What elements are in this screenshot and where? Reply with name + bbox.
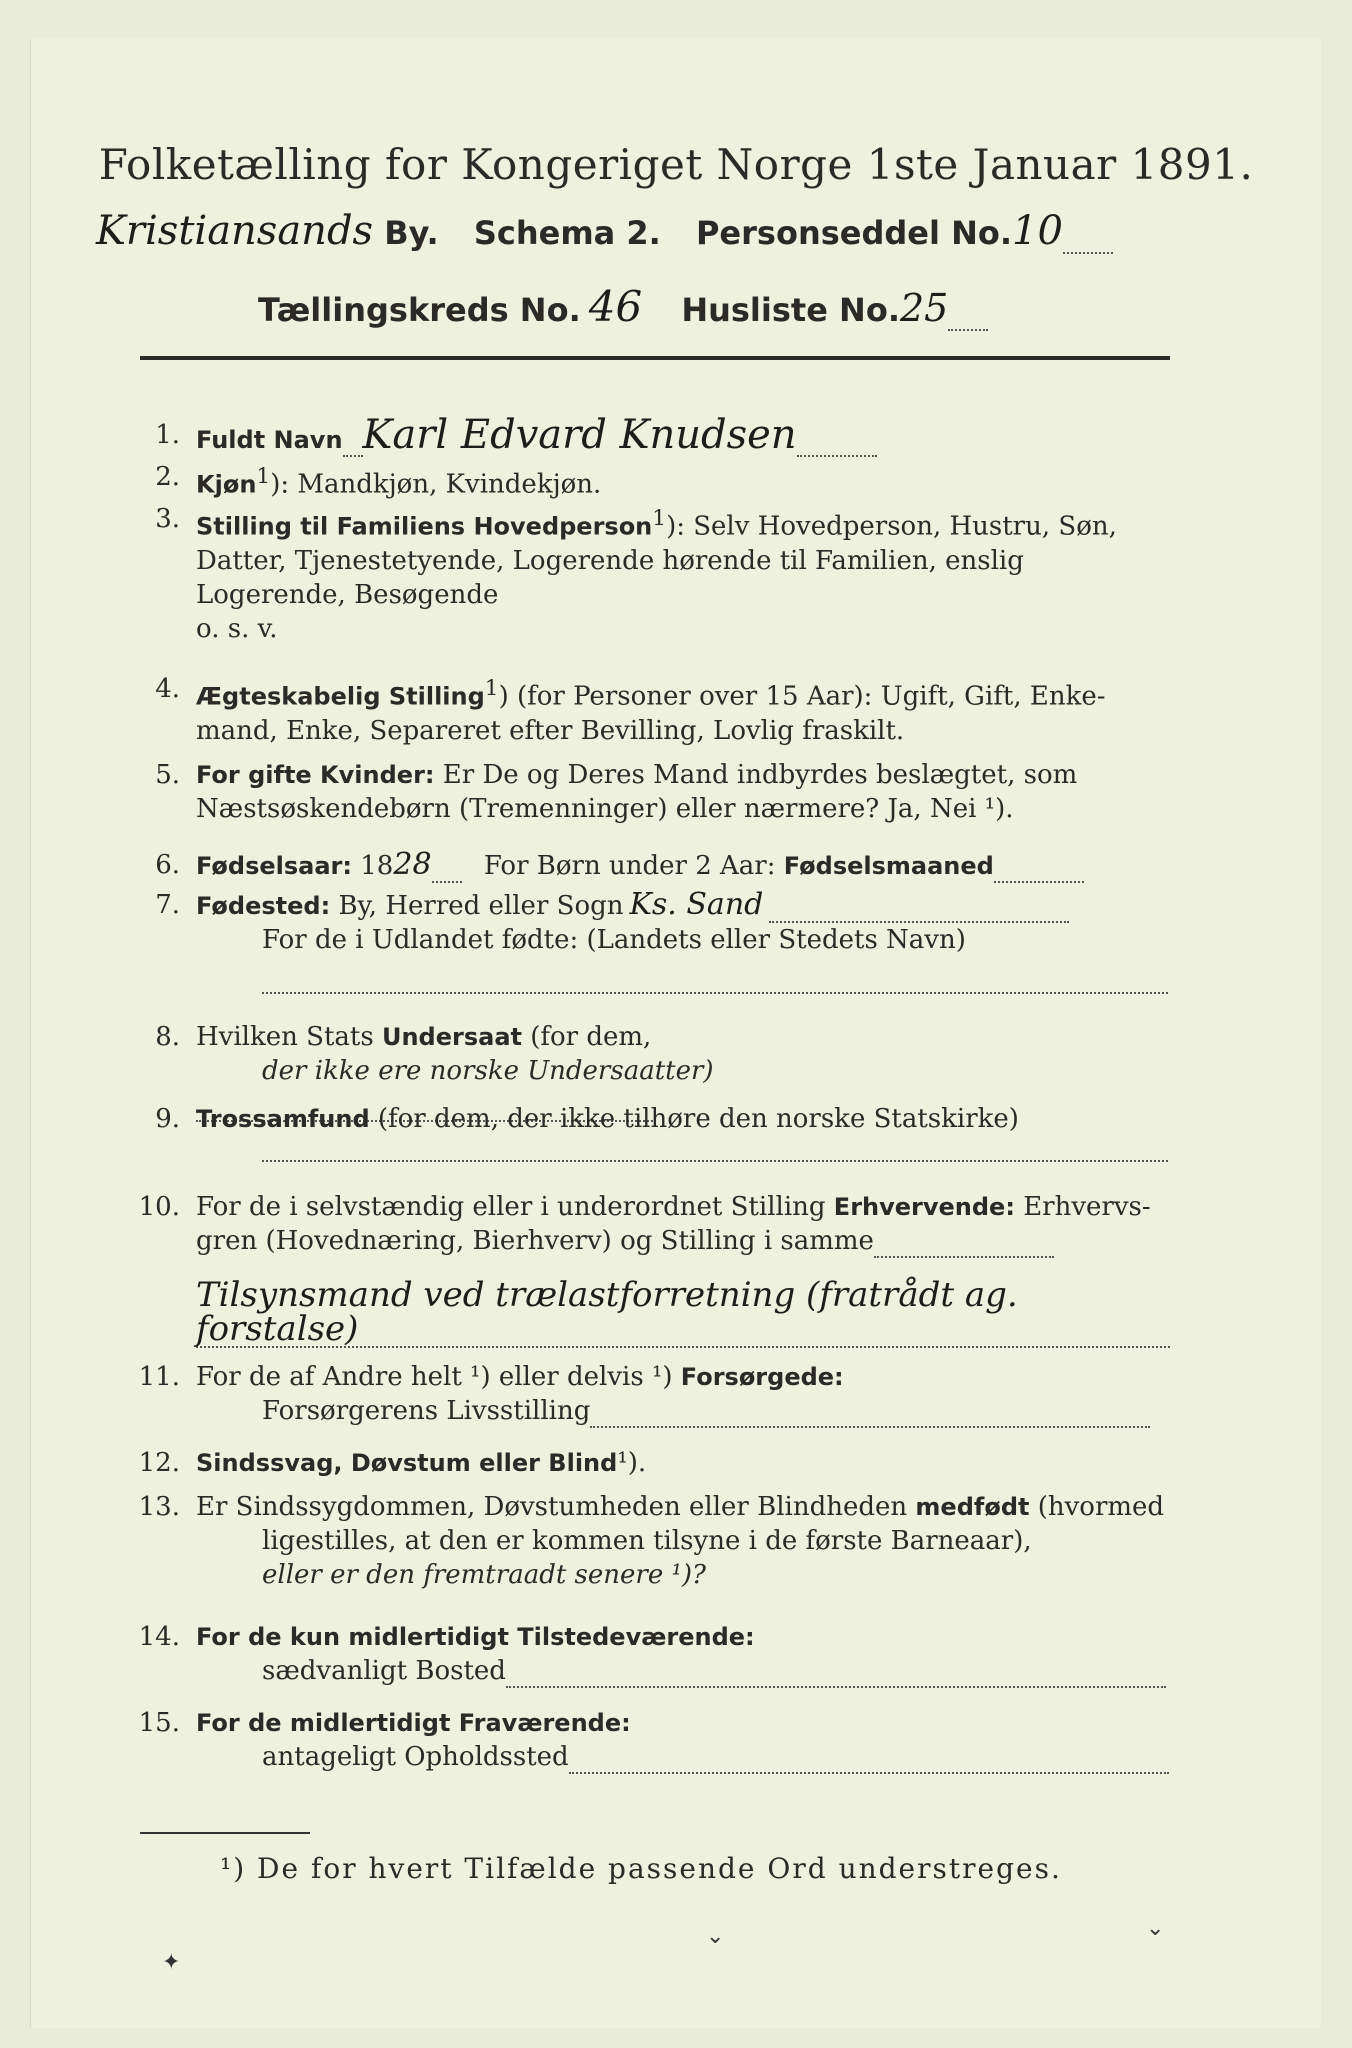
- row-14-temporary-present: 14. For de kun midlertidigt Tilstedeværende: sædvanligt Bosted: [130, 1620, 1170, 1700]
- row-10-occupation: 10. For de i selvstændig eller i underordnet Stilling Erhvervende: Erhvervs- gren (Hovednæring, Bierhverv) og Stilling i samme Tilsynsmand ved trælastforretning (fratrådt ag. forstalse): [130, 1190, 1170, 1370]
- row-13-congenital: 13. Er Sindssygdommen, Døvstumheden eller Blindheden medfødt (hvormed ligestilles, at den er kommen tilsyne i de første Barneaar), eller er den fremtraadt senere ¹)?: [138, 1492, 1165, 1590]
- religion-line: [262, 1160, 1168, 1162]
- margin-mark: ✦: [162, 1950, 181, 1975]
- footnote: ¹) De for hvert Tilfælde passende Ord understreges.: [220, 1852, 1062, 1885]
- kreds-label: Tællingskreds No.: [258, 291, 581, 329]
- row-5-married-women: 5. For gifte Kvinder: Er De og Deres Mand indbyrdes beslægtet, som Næstsøskendebørn (Tremenninger) eller nærmere? Ja, Nei ¹).: [155, 760, 1078, 824]
- kreds-value: 46: [588, 282, 643, 331]
- birthplace-value: Ks. Sand: [629, 887, 764, 922]
- city-name: Kristiansands: [96, 208, 374, 254]
- foreign-birthplace-line: [262, 992, 1168, 994]
- header-rule: [140, 356, 1170, 360]
- by-label: By.: [384, 214, 439, 252]
- personseddel-label: Personseddel No.: [695, 214, 1013, 252]
- birth-year-value: 28: [393, 847, 432, 882]
- header-line-1: [96, 208, 1113, 254]
- occupation-value: Tilsynsmand ved trælastforretning (fratrådt ag. forstalse): [196, 1278, 1170, 1348]
- row-15-temporary-absent: 15. For de midlertidigt Fraværende: antageligt Opholdssted: [130, 1706, 1170, 1786]
- husliste-label: Husliste No.: [681, 291, 900, 329]
- form-title: Folketælling for Kongeriget Norge 1ste Januar 1891.: [98, 140, 1254, 189]
- margin-mark: ⌄: [706, 1924, 725, 1949]
- row-7-birthplace: 7. Fødested: By, Herred eller Sogn Ks. Sand For de i Udlandet fødte: (Landets eller Stedets Navn): [130, 888, 1170, 968]
- row-11-supported: 11. For de af Andre helt ¹) eller delvis ¹) Forsørgede: Forsørgerens Livsstilling: [130, 1360, 1170, 1440]
- husliste-value: 25: [899, 286, 949, 330]
- row-3-family-position: 3. Stilling til Familiens Hovedperson$^1$): Selv Hovedperson, Hustru, Søn, Datter, Tjenestetyende, Logerende hørende til Familien, enslig Logerende, Besøgende o. s. v.: [155, 504, 1117, 644]
- full-name-value: Karl Edvard Knudsen: [362, 412, 797, 458]
- margin-mark: ⌄: [1146, 1916, 1165, 1941]
- schema-label: Schema 2.: [473, 214, 661, 252]
- header-line-2: [258, 282, 988, 331]
- footnote-rule: [140, 1832, 310, 1834]
- full-name-label: Fuldt Navn: [196, 426, 343, 454]
- personseddel-value: 10: [1012, 208, 1063, 254]
- row-1-full-name: 1. Fuldt Navn Karl Edvard Knudsen: [130, 406, 1170, 456]
- row-4-marital-status: 4. Ægteskabelig Stilling$^1$) (for Personer over 15 Aar): Ugift, Gift, Enke- mand, Enke, Separeret efter Bevilling, Lovlig fraskilt.: [155, 674, 1106, 746]
- row-8-citizenship: 8. Hvilken Stats Undersaat (for dem, der ikke ere norske Undersaatter): [130, 1020, 1170, 1100]
